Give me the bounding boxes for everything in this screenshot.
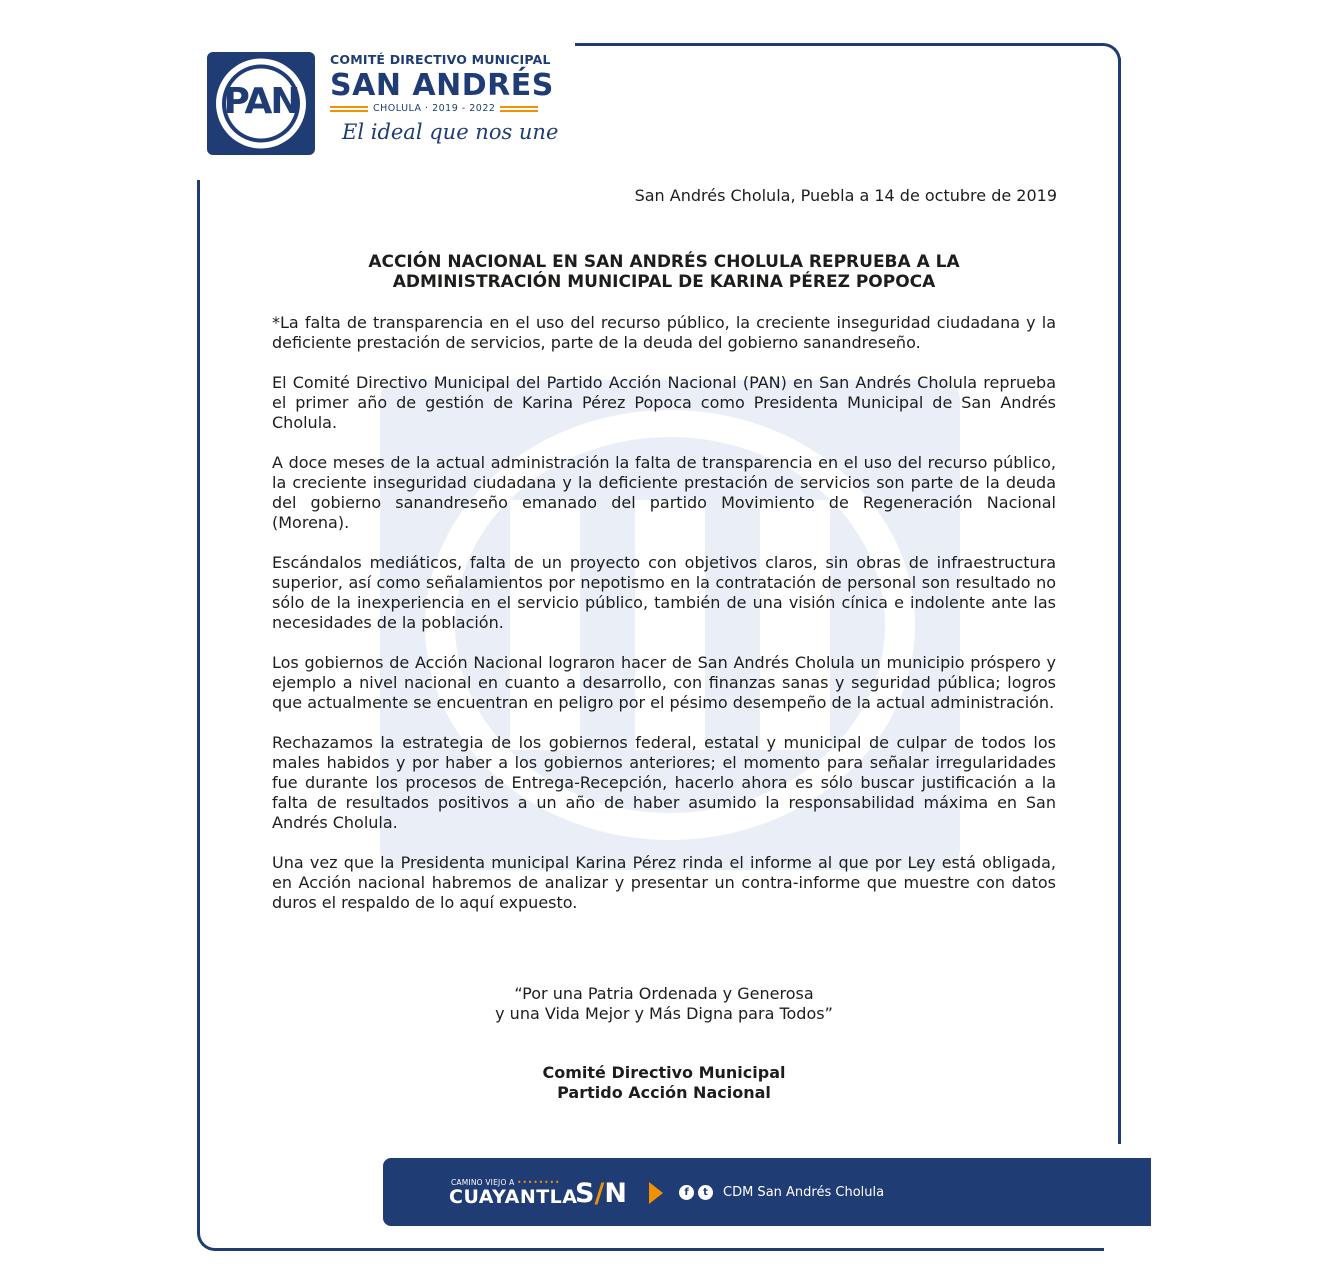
closing-quote (272, 984, 1056, 1024)
municipality-label: SAN ANDRÉS (330, 68, 554, 103)
signature-block (272, 1063, 1056, 1103)
frame-left-line (197, 180, 200, 1230)
paragraph: Una vez que la Presidenta municipal Karina Pérez rinda el informe al que por Ley está obligada, en Acción nacional habremos de analizar y presentar un contra-informe que muestre con datos duros el respaldo de lo aquí expuesto. (272, 853, 1056, 912)
document-date: San Andrés Cholula, Puebla a 14 de octubre de 2019 (634, 186, 1057, 205)
twitter-icon[interactable]: t (698, 1185, 713, 1200)
brand-block (330, 52, 559, 144)
pan-logo (207, 52, 315, 155)
footer-camino-label: CAMINO VIEJO A •••••••• (451, 1178, 561, 1187)
title-line-2: ADMINISTRACIÓN MUNICIPAL DE KARINA PÉREZ POPOCA (392, 272, 936, 292)
facebook-icon[interactable]: f (679, 1185, 694, 1200)
arrow-right-icon (649, 1182, 663, 1204)
paragraph: *La falta de transparencia en el uso del recurso público, la creciente inseguridad ciudadana y la deficiente prestación de servicios, parte de la deuda del gobierno sanandreseño. (272, 313, 1056, 352)
document-title (272, 252, 1056, 292)
social-icons (679, 1185, 713, 1200)
document-body (272, 313, 1056, 933)
quote-line-2: y una Vida Mejor y Más Digna para Todos” (495, 1004, 833, 1023)
paragraph: El Comité Directivo Municipal del Partido Acción Nacional (PAN) en San Andrés Cholula reprueba el primer año de gestión de Karina Pérez Popoca como Presidenta Municipal de San Andrés Cholula. (272, 373, 1056, 432)
social-handle: CDM San Andrés Cholula (723, 1185, 885, 1200)
frame-top-line (575, 43, 1103, 46)
paragraph: Los gobiernos de Acción Nacional lograron hacer de San Andrés Cholula un municipio próspero y ejemplo a nivel nacional en cuanto a desarrollo, con finanzas sanas y seguridad pública; logros que actualmente se encuentran en peligro por el pésimo desempeño de la actual administración. (272, 653, 1056, 712)
footer-cuayantla-label: CUAYANTLA (449, 1186, 578, 1208)
committee-label: COMITÉ DIRECTIVO MUNICIPAL (330, 52, 551, 67)
brand-subtitle: CHOLULA · 2019 - 2022 (373, 103, 496, 114)
quote-line-1: “Por una Patria Ordenada y Generosa (514, 984, 814, 1003)
brand-slogan: El ideal que nos une (342, 120, 559, 144)
frame-right-line (1118, 58, 1121, 1144)
paragraph: Rechazamos la estrategia de los gobiernos federal, estatal y municipal de culpar de todos los males habidos y por haber a los gobiernos anteriores; el momento para señalar irregularidades fue durante los procesos de Entrega-Recepción, hacerlo ahora es sólo buscar justificación a la falta de resultados positivos a un año de haber asumido la responsabilidad máxima en San Andrés Cholula. (272, 733, 1056, 832)
paragraph: Escándalos mediáticos, falta de un proyecto con objetivos claros, sin obras de infraestructura superior, así como señalamientos por nepotismo en la contratación de personal son resultado no sólo de la inexperiencia en el servicio público, también de una visión cínica e indolente ante las necesidades de la población. (272, 553, 1056, 632)
title-line-1: ACCIÓN NACIONAL EN SAN ANDRÉS CHOLULA REPRUEBA A LA (368, 252, 960, 272)
pan-logo-text: PAN (223, 81, 299, 122)
footer-sn-logo: S/N (575, 1178, 627, 1209)
frame-bottom-line (214, 1248, 1104, 1251)
signature-line-1: Comité Directivo Municipal (542, 1063, 786, 1082)
signature-line-2: Partido Acción Nacional (557, 1083, 771, 1102)
footer-band (383, 1158, 1151, 1226)
brand-subtitle-row (330, 103, 550, 114)
orange-stripes-left (330, 106, 368, 112)
orange-stripes-right (500, 106, 538, 112)
paragraph: A doce meses de la actual administración la falta de transparencia en el uso del recurso público, la creciente inseguridad ciudadana y la deficiente prestación de servicios son parte de la deuda del gobierno sanandreseño emanado del partido Movimiento de Regeneración Nacional (Morena). (272, 453, 1056, 532)
